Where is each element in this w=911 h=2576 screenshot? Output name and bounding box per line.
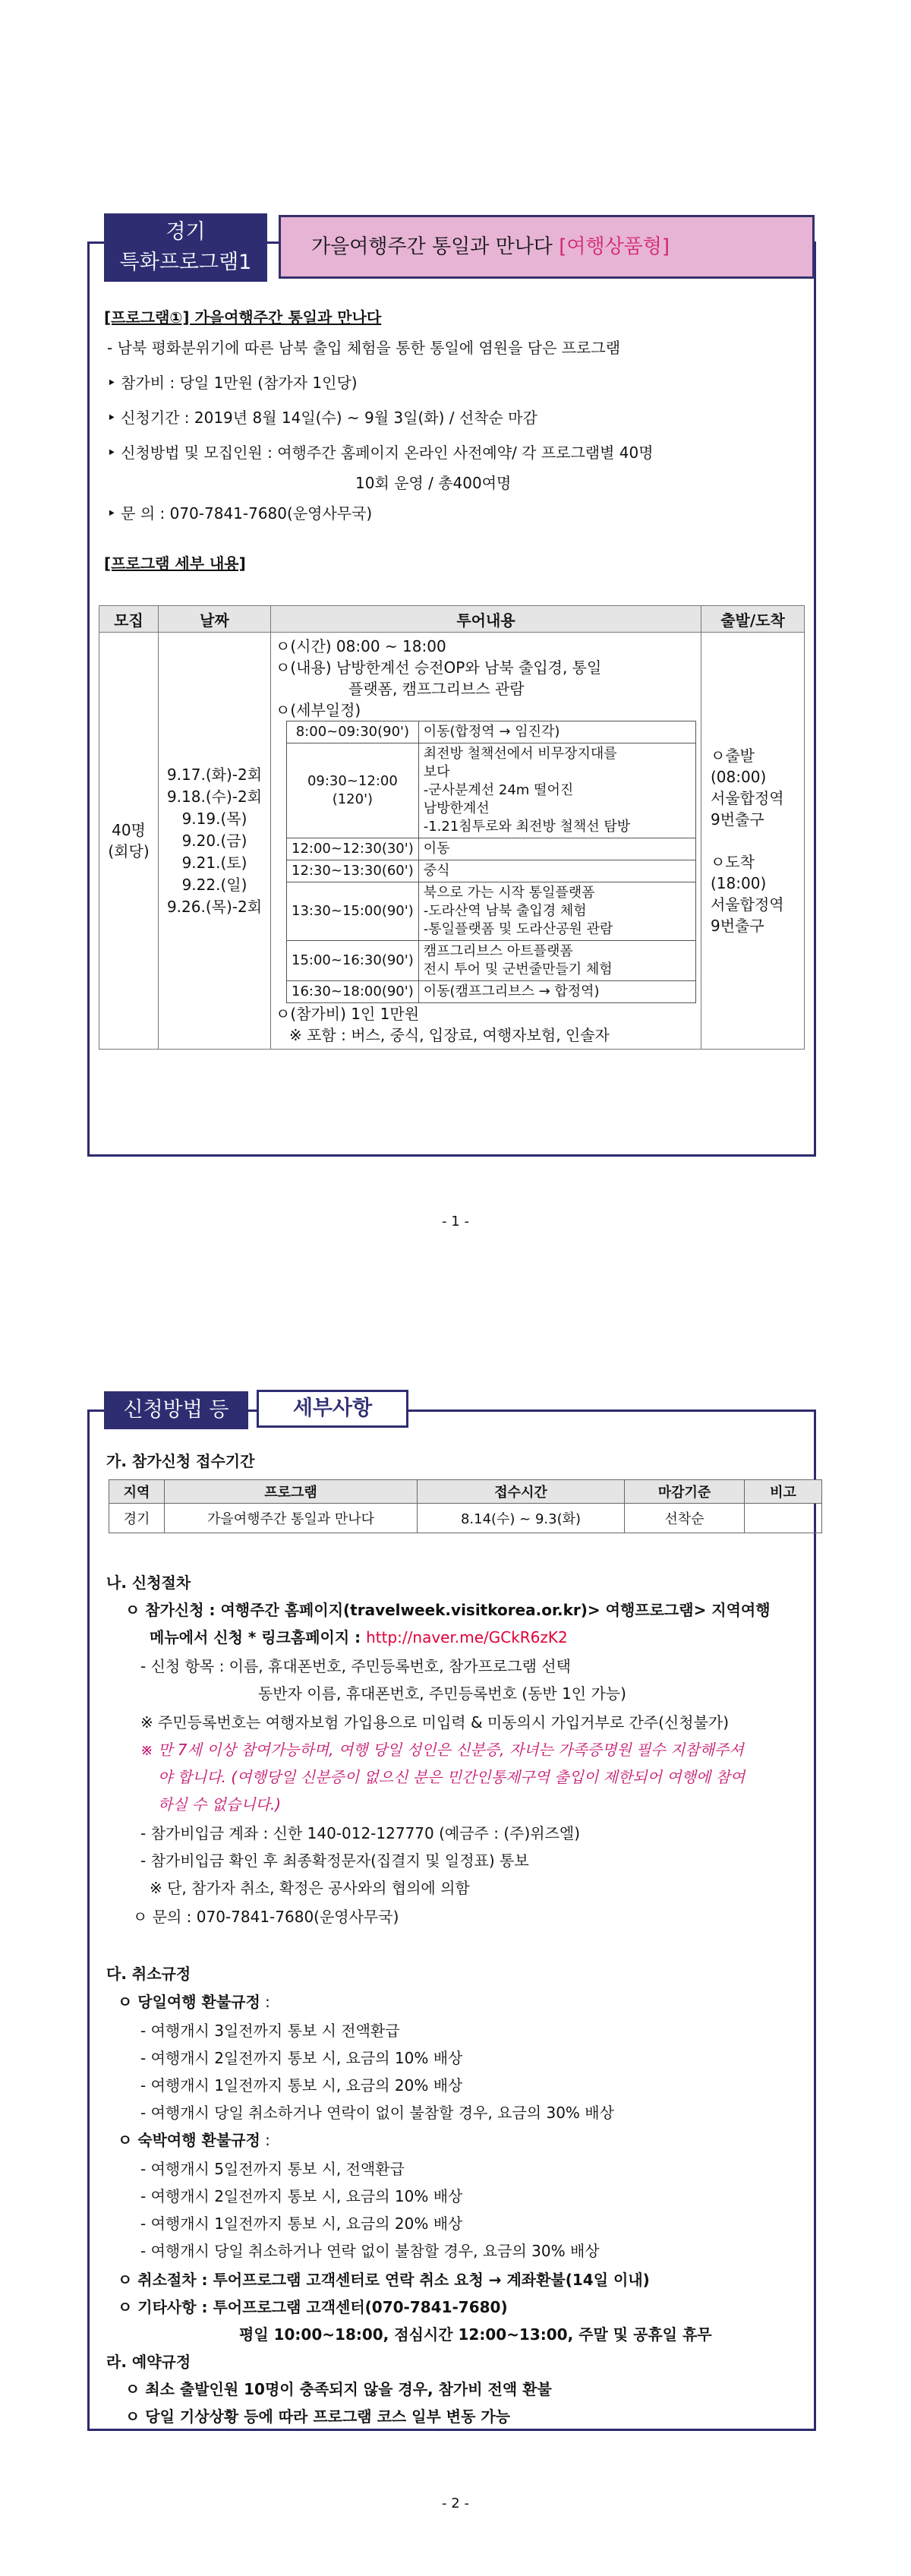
tab-details: 세부사항 (257, 1390, 408, 1428)
arrive-time: (18:00) (711, 874, 767, 892)
schedule-row (287, 838, 696, 860)
depart-cell (701, 633, 805, 1050)
fee-line: ‣ 참가비 : 당일 1만원 (참가자 1인당) (107, 374, 358, 392)
age-notice-3: 하실 수 없습니다.) (158, 1795, 282, 1814)
age-notice-2: 야 합니다. (여행당일 신분증이 없으신 분은 민간인통제구역 출입이 제한되어 여행에 참여 (158, 1768, 746, 1786)
schedule-time: 16:30~18:00(90') (287, 981, 419, 1003)
schedule-label: ㅇ(세부일정) (276, 701, 361, 719)
fee-line: ㅇ(참가비) 1인 1만원 (276, 1005, 420, 1023)
service-hours: 평일 10:00~18:00, 점심시간 12:00~13:00, 주말 및 공휴일 휴무 (239, 2325, 712, 2344)
depart-label: ㅇ출발 (711, 747, 755, 765)
schedule-desc: 캠프그리브스 아트플랫폼 전시 투어 및 군번줄만들기 체험 (418, 941, 695, 981)
reg-program: 가을여행주간 통일과 만나다 (165, 1504, 418, 1533)
schedule-row (287, 721, 696, 743)
desc-line: - 남북 평화분위기에 따른 남북 출입 체험을 통한 통일에 염원을 담은 프로그램 (107, 339, 621, 357)
section-label (104, 213, 267, 282)
period-line: ‣ 신청기간 : 2019년 8월 14일(수) ~ 9월 3일(화) / 선착순 마감 (107, 409, 537, 427)
day-rule: - 여행개시 2일전까지 통보 시, 요금의 10% 배상 (140, 2049, 463, 2067)
include-line: ※ 포함 : 버스, 중식, 입장료, 여행자보험, 인솔자 (289, 1026, 610, 1044)
program-title-box (279, 215, 815, 279)
cancel-procedure: ㅇ 취소절차 : 투어프로그램 고객센터로 연락 취소 요청 → 계좌환불(14일 이내) (118, 2271, 650, 2289)
recruit-count: 40명 (112, 821, 146, 839)
stay-refund-label: ㅇ 숙박여행 환불규정 (118, 2131, 260, 2149)
recruit-unit: (회당) (108, 842, 150, 860)
schedule-desc: 이동(합정역 → 임진각) (418, 721, 695, 743)
schedule-desc: 이동(캠프그리브스 → 합정역) (418, 981, 695, 1003)
arrive-place: 서울합정역 (711, 895, 784, 914)
schedule-row (287, 981, 696, 1003)
date-item: 9.21.(토) (181, 853, 247, 872)
content-line1: ㅇ(내용) 남방한계선 승전OP와 남북 출입경, 통일 (276, 658, 602, 677)
schedule-row (287, 743, 696, 838)
program-heading: [프로그램①] 가을여행주간 통일과 만나다 (104, 308, 382, 327)
section-ra: 라. 예약규정 (106, 2353, 191, 2371)
recruit-cell (99, 633, 159, 1050)
reg-note (745, 1504, 822, 1533)
program-title-tag: [여행상품형] (559, 235, 670, 258)
cancel-note: ※ 단, 참가자 취소, 확정은 공사와의 협의에 의함 (150, 1879, 470, 1897)
day-rule: - 여행개시 당일 취소하거나 연락이 없이 불참할 경우, 요금의 30% 배상 (140, 2104, 614, 2122)
schedule-time: 8:00~09:30(90') (287, 721, 419, 743)
reg-col-time: 접수시간 (418, 1480, 625, 1504)
content-cell (271, 633, 701, 1050)
reg-col-note: 비고 (745, 1480, 822, 1504)
schedule-table (286, 721, 696, 1003)
stay-refund-colon: : (260, 2131, 270, 2149)
arrive-exit: 9번출구 (711, 917, 764, 935)
date-item: 9.19.(목) (181, 809, 247, 828)
depart-time: (08:00) (711, 768, 767, 786)
schedule-time: 09:30~12:00 (120') (287, 743, 419, 838)
schedule-desc: 이동 (418, 838, 695, 860)
method-line: ‣ 신청방법 및 모집인원 : 여행주간 홈페이지 온라인 사전예약/ 각 프로그램별 40명 (107, 444, 654, 462)
stay-rule: - 여행개시 2일전까지 통보 시, 요금의 10% 배상 (140, 2187, 463, 2205)
schedule-time: 12:00~12:30(30') (287, 838, 419, 860)
schedule-desc: 북으로 가는 시작 통일플랫폼 -도라산역 남북 출입경 체험 -통일플랫폼 및 도라산공원 관람 (418, 882, 695, 941)
reservation-rule: ㅇ 최소 출발인원 10명이 충족되지 않을 경우, 참가비 전액 환불 (125, 2380, 552, 2398)
proc-apply-2 (150, 1627, 568, 1648)
section-ga: 가. 참가신청 접수기간 (106, 1452, 255, 1470)
other-info: ㅇ 기타사항 : 투어프로그램 고객센터(070-7841-7680) (118, 2298, 508, 2316)
schedule-row (287, 941, 696, 981)
section-label-line1: 경기 (165, 220, 206, 244)
reg-time: 8.14(수) ~ 9.3(화) (418, 1504, 625, 1533)
col-recruit: 모집 (99, 606, 159, 633)
day-refund-colon: : (260, 1993, 270, 2011)
depart-exit: 9번출구 (711, 810, 764, 829)
insurance-note: ※ 주민등록번호는 여행자보험 가입용으로 미입력 & 미동의시 가입거부로 간주(신청불가) (140, 1713, 730, 1732)
section-label-line2: 특화프로그램1 (119, 251, 252, 274)
time-line: ㅇ(시간) 08:00 ~ 18:00 (276, 637, 446, 655)
col-depart: 출발/도착 (701, 606, 805, 633)
detail-heading: [프로그램 세부 내용] (104, 554, 246, 573)
age-notice: ※ 만 7세 이상 참여가능하며, 여행 당일 성인은 신분증, 자녀는 가족증명원 필수 지참해주셔 (140, 1741, 744, 1759)
schedule-time: 13:30~15:00(90') (287, 882, 419, 941)
method-line-2: 10회 운영 / 총400여명 (355, 474, 512, 492)
proc-apply: ㅇ 참가신청 : 여행주간 홈페이지(travelweek.visitkorea.or.kr)> 여행프로그램> 지역여행 (125, 1601, 771, 1619)
registration-row (109, 1504, 822, 1533)
arrive-label: ㅇ도착 (711, 853, 755, 871)
contact-line: ‣ 문 의 : 070-7841-7680(운영사무국) (107, 504, 373, 522)
date-item: 9.26.(목)-2회 (166, 897, 263, 916)
page-number-2: - 2 - (442, 2496, 469, 2511)
col-date: 날짜 (159, 606, 271, 633)
account-line: - 참가비입금 계좌 : 신한 140-012-127770 (예금주 : (주)위즈엘) (140, 1824, 581, 1842)
schedule-desc: 최전방 철책선에서 비무장지대를 보다 -군사분계선 24m 떨어진 남방한계선 -1.21침투로와 최전방 철책선 탐방 (418, 743, 695, 838)
depart-place: 서울합정역 (711, 789, 784, 807)
section-da: 다. 취소규정 (106, 1965, 191, 1983)
confirm-line: - 참가비입금 확인 후 최종확정문자(집결지 및 일정표) 통보 (140, 1852, 529, 1870)
tab-apply-method: 신청방법 등 (104, 1391, 248, 1429)
day-refund-title (118, 1991, 270, 2012)
day-rule: - 여행개시 1일전까지 통보 시, 요금의 20% 배상 (140, 2076, 463, 2095)
tour-table (99, 605, 805, 1050)
date-item: 9.18.(수)-2회 (166, 787, 263, 806)
day-rule: - 여행개시 3일전까지 통보 시 전액환급 (140, 2022, 400, 2040)
registration-table (109, 1479, 822, 1533)
page-number-1: - 1 - (442, 1214, 469, 1230)
contact-line: ㅇ 문의 : 070-7841-7680(운영사무국) (133, 1908, 399, 1926)
schedule-time: 12:30~13:30(60') (287, 860, 419, 882)
proc-apply-2-text: 메뉴에서 신청 * 링크홈페이지 : (150, 1628, 361, 1646)
schedule-row (287, 882, 696, 941)
schedule-time: 15:00~16:30(90') (287, 941, 419, 981)
apply-items-2: 동반자 이름, 휴대폰번호, 주민등록번호 (동반 1인 가능) (258, 1684, 626, 1703)
reg-deadline: 선착순 (625, 1504, 745, 1533)
stay-rule: - 여행개시 당일 취소하거나 연락 없이 불참할 경우, 요금의 30% 배상 (140, 2242, 600, 2260)
reg-col-program: 프로그램 (165, 1480, 418, 1504)
col-content: 투어내용 (271, 606, 701, 633)
reservation-rule: ㅇ 당일 기상상황 등에 따라 프로그램 코스 일부 변동 가능 (125, 2407, 511, 2426)
stay-rule: - 여행개시 5일전까지 통보 시, 전액환급 (140, 2160, 405, 2178)
stay-rule: - 여행개시 1일전까지 통보 시, 요금의 20% 배상 (140, 2215, 463, 2233)
reg-region: 경기 (109, 1504, 165, 1533)
dates-cell (159, 633, 271, 1050)
reg-col-region: 지역 (109, 1480, 165, 1504)
schedule-row (287, 860, 696, 882)
date-item: 9.20.(금) (181, 831, 247, 850)
apply-items: - 신청 항목 : 이름, 휴대폰번호, 주민등록번호, 참가프로그램 선택 (140, 1657, 571, 1675)
signup-link[interactable]: http://naver.me/GCkR6zK2 (366, 1628, 568, 1646)
section-na: 나. 신청절차 (106, 1574, 191, 1592)
program-title: 가을여행주간 통일과 만나다 (311, 235, 553, 258)
reg-col-deadline: 마감기준 (625, 1480, 745, 1504)
date-item: 9.22.(일) (181, 875, 247, 894)
schedule-desc: 중식 (418, 860, 695, 882)
day-refund-label: ㅇ 당일여행 환불규정 (118, 1993, 260, 2011)
date-item: 9.17.(화)-2회 (166, 765, 263, 784)
content-line2: 플랫폼, 캠프그리브스 관람 (348, 680, 525, 698)
stay-refund-title (118, 2129, 270, 2151)
